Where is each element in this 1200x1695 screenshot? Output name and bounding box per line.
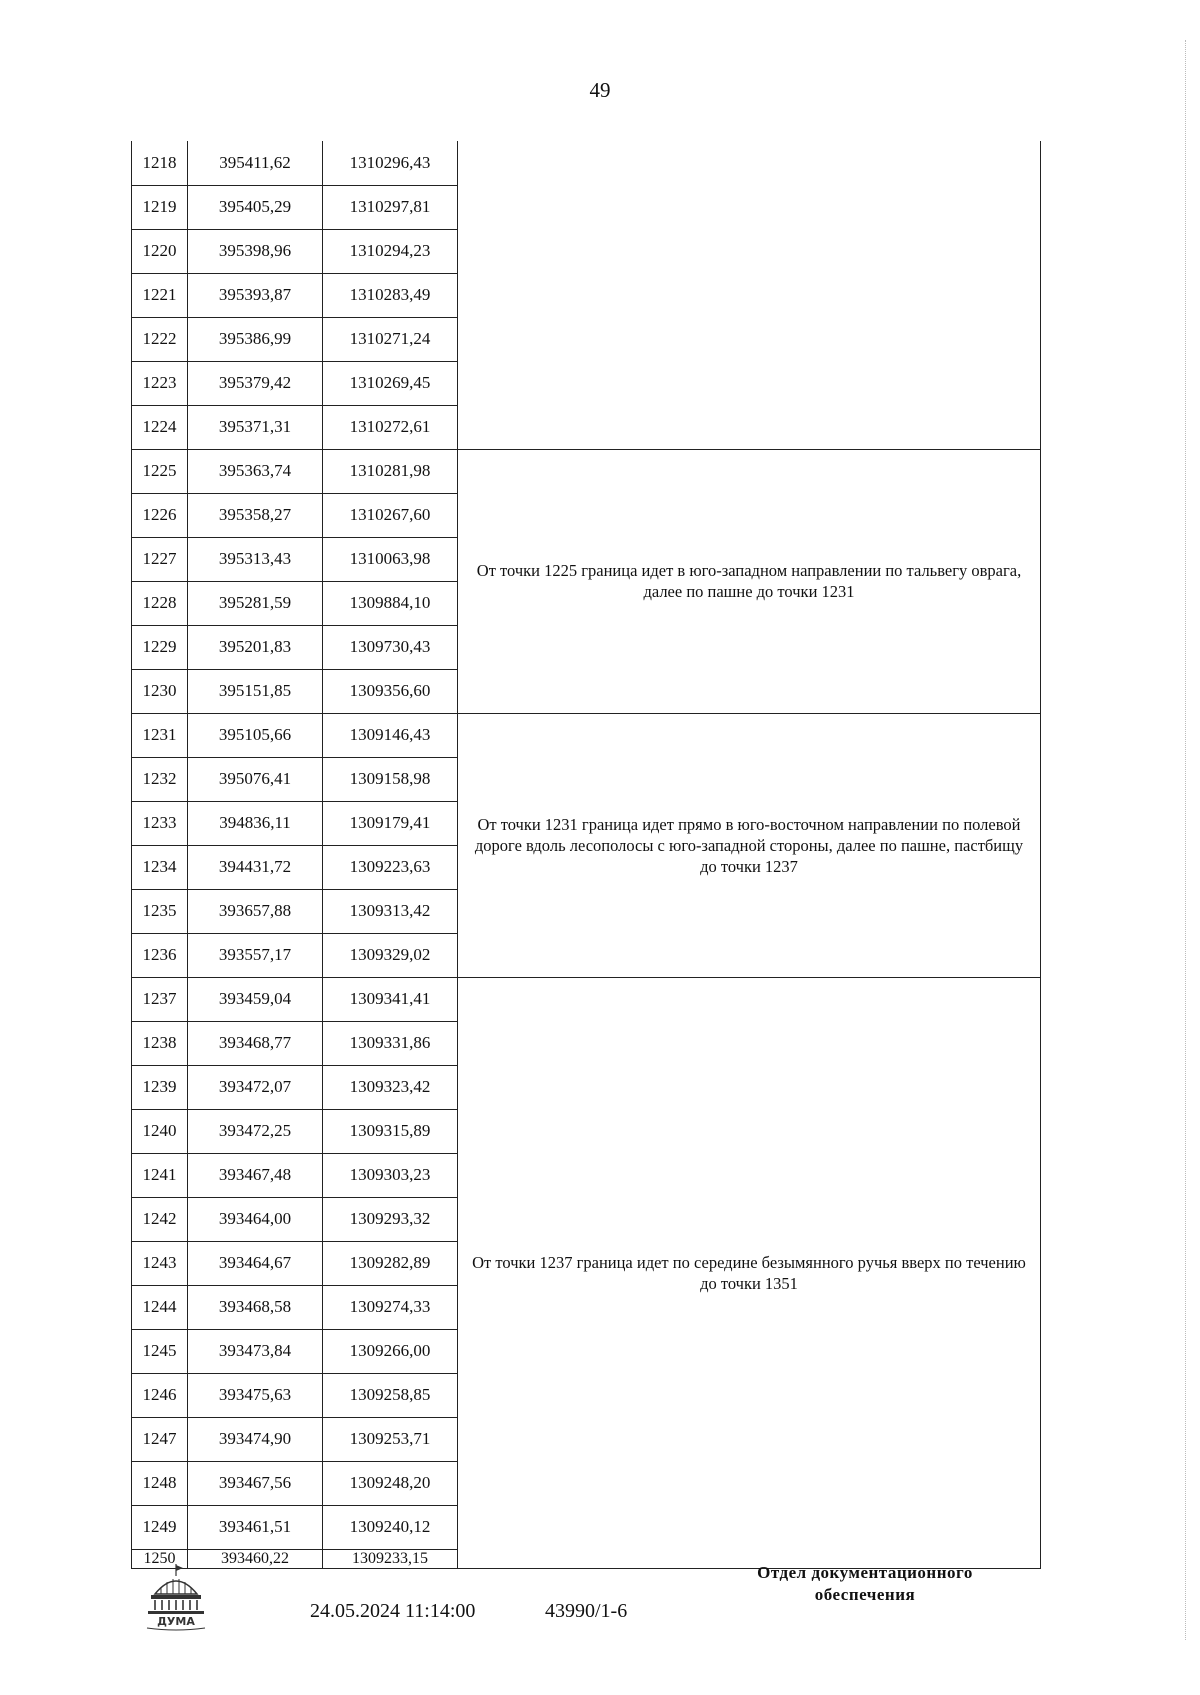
cell-point: 1229 xyxy=(132,625,188,669)
cell-y: 1309240,12 xyxy=(323,1505,458,1549)
cell-x: 393657,88 xyxy=(188,889,323,933)
cell-y: 1309248,20 xyxy=(323,1461,458,1505)
cell-point: 1219 xyxy=(132,185,188,229)
cell-x: 393459,04 xyxy=(188,977,323,1021)
cell-x: 395393,87 xyxy=(188,273,323,317)
cell-y: 1309884,10 xyxy=(323,581,458,625)
cell-y: 1309303,23 xyxy=(323,1153,458,1197)
cell-x: 395281,59 xyxy=(188,581,323,625)
cell-point: 1240 xyxy=(132,1109,188,1153)
cell-point: 1220 xyxy=(132,229,188,273)
page-number: 49 xyxy=(589,78,611,102)
cell-y: 1309331,86 xyxy=(323,1021,458,1065)
cell-point: 1239 xyxy=(132,1065,188,1109)
cell-point: 1250 xyxy=(132,1549,188,1568)
cell-x: 394836,11 xyxy=(188,801,323,845)
cell-y: 1310063,98 xyxy=(323,537,458,581)
cell-y: 1310296,43 xyxy=(323,141,458,185)
cell-x: 395405,29 xyxy=(188,185,323,229)
cell-x: 395386,99 xyxy=(188,317,323,361)
cell-x: 395358,27 xyxy=(188,493,323,537)
footer-department xyxy=(720,1562,1010,1606)
cell-x: 395076,41 xyxy=(188,757,323,801)
cell-x: 393460,22 xyxy=(188,1549,323,1568)
cell-point: 1245 xyxy=(132,1329,188,1373)
cell-y: 1310269,45 xyxy=(323,361,458,405)
table-row xyxy=(132,713,1041,757)
cell-y: 1309356,60 xyxy=(323,669,458,713)
cell-y: 1309323,42 xyxy=(323,1065,458,1109)
cell-y: 1309179,41 xyxy=(323,801,458,845)
cell-y: 1309282,89 xyxy=(323,1241,458,1285)
logo-text: ДУМА xyxy=(157,1615,195,1628)
cell-x: 393464,00 xyxy=(188,1197,323,1241)
cell-y: 1309313,42 xyxy=(323,889,458,933)
cell-x: 395398,96 xyxy=(188,229,323,273)
cell-y: 1309253,71 xyxy=(323,1417,458,1461)
cell-x: 393475,63 xyxy=(188,1373,323,1417)
cell-point: 1222 xyxy=(132,317,188,361)
boundary-description xyxy=(458,141,1041,449)
cell-y: 1310297,81 xyxy=(323,185,458,229)
cell-x: 394431,72 xyxy=(188,845,323,889)
cell-x: 393472,07 xyxy=(188,1065,323,1109)
cell-y: 1309266,00 xyxy=(323,1329,458,1373)
cell-point: 1232 xyxy=(132,757,188,801)
cell-point: 1224 xyxy=(132,405,188,449)
cell-x: 393474,90 xyxy=(188,1417,323,1461)
cell-x: 393464,67 xyxy=(188,1241,323,1285)
cell-point: 1225 xyxy=(132,449,188,493)
cell-point: 1231 xyxy=(132,713,188,757)
cell-y: 1309341,41 xyxy=(323,977,458,1021)
boundary-description: От точки 1225 граница идет в юго-западном направлении по тальвегу оврага, далее по пашне до точки 1231 xyxy=(458,449,1041,713)
cell-point: 1241 xyxy=(132,1153,188,1197)
cell-point: 1243 xyxy=(132,1241,188,1285)
cell-y: 1309274,33 xyxy=(323,1285,458,1329)
cell-x: 395363,74 xyxy=(188,449,323,493)
cell-x: 395105,66 xyxy=(188,713,323,757)
cell-x: 393472,25 xyxy=(188,1109,323,1153)
cell-point: 1247 xyxy=(132,1417,188,1461)
cell-y: 1310271,24 xyxy=(323,317,458,361)
cell-point: 1227 xyxy=(132,537,188,581)
cell-x: 393467,56 xyxy=(188,1461,323,1505)
coordinates-table xyxy=(131,141,1041,1569)
cell-point: 1246 xyxy=(132,1373,188,1417)
cell-point: 1249 xyxy=(132,1505,188,1549)
table-row xyxy=(132,141,1041,185)
cell-x: 393461,51 xyxy=(188,1505,323,1549)
boundary-description: От точки 1237 граница идет по середине безымянного ручья вверх по течению до точки 1351 xyxy=(458,977,1041,1568)
cell-y: 1309293,32 xyxy=(323,1197,458,1241)
boundary-description: От точки 1231 граница идет прямо в юго-восточном направлении по полевой дороге вдоль лесополосы с юго-западной стороны, далее по пашне, пастбищу до точки 1237 xyxy=(458,713,1041,977)
cell-point: 1248 xyxy=(132,1461,188,1505)
cell-point: 1236 xyxy=(132,933,188,977)
cell-y: 1309158,98 xyxy=(323,757,458,801)
cell-point: 1238 xyxy=(132,1021,188,1065)
cell-point: 1218 xyxy=(132,141,188,185)
department-line-1: Отдел документационного xyxy=(757,1563,973,1582)
cell-x: 395371,31 xyxy=(188,405,323,449)
cell-point: 1223 xyxy=(132,361,188,405)
cell-y: 1310281,98 xyxy=(323,449,458,493)
cell-y: 1309233,15 xyxy=(323,1549,458,1568)
cell-point: 1244 xyxy=(132,1285,188,1329)
cell-y: 1310294,23 xyxy=(323,229,458,273)
cell-point: 1242 xyxy=(132,1197,188,1241)
duma-logo-icon xyxy=(143,1562,209,1632)
cell-y: 1309315,89 xyxy=(323,1109,458,1153)
table-row xyxy=(132,449,1041,493)
cell-y: 1310283,49 xyxy=(323,273,458,317)
table-row xyxy=(132,977,1041,1021)
cell-y: 1309146,43 xyxy=(323,713,458,757)
cell-point: 1235 xyxy=(132,889,188,933)
cell-y: 1310267,60 xyxy=(323,493,458,537)
cell-point: 1221 xyxy=(132,273,188,317)
cell-point: 1228 xyxy=(132,581,188,625)
cell-point: 1237 xyxy=(132,977,188,1021)
cell-x: 393468,58 xyxy=(188,1285,323,1329)
cell-y: 1310272,61 xyxy=(323,405,458,449)
cell-point: 1233 xyxy=(132,801,188,845)
department-line-2: обеспечения xyxy=(814,1585,916,1604)
cell-point: 1226 xyxy=(132,493,188,537)
cell-x: 393468,77 xyxy=(188,1021,323,1065)
cell-y: 1309258,85 xyxy=(323,1373,458,1417)
cell-x: 395201,83 xyxy=(188,625,323,669)
cell-x: 395379,42 xyxy=(188,361,323,405)
cell-y: 1309223,63 xyxy=(323,845,458,889)
cell-x: 395151,85 xyxy=(188,669,323,713)
scan-edge-mark xyxy=(1185,40,1188,1640)
cell-y: 1309329,02 xyxy=(323,933,458,977)
cell-x: 393467,48 xyxy=(188,1153,323,1197)
cell-x: 393473,84 xyxy=(188,1329,323,1373)
footer-doc-number: 43990/1-6 xyxy=(545,1600,628,1622)
cell-point: 1234 xyxy=(132,845,188,889)
cell-x: 395313,43 xyxy=(188,537,323,581)
footer-date: 24.05.2024 11:14:00 xyxy=(310,1600,476,1622)
cell-x: 395411,62 xyxy=(188,141,323,185)
cell-x: 393557,17 xyxy=(188,933,323,977)
cell-point: 1230 xyxy=(132,669,188,713)
footer xyxy=(0,1560,1200,1680)
cell-y: 1309730,43 xyxy=(323,625,458,669)
